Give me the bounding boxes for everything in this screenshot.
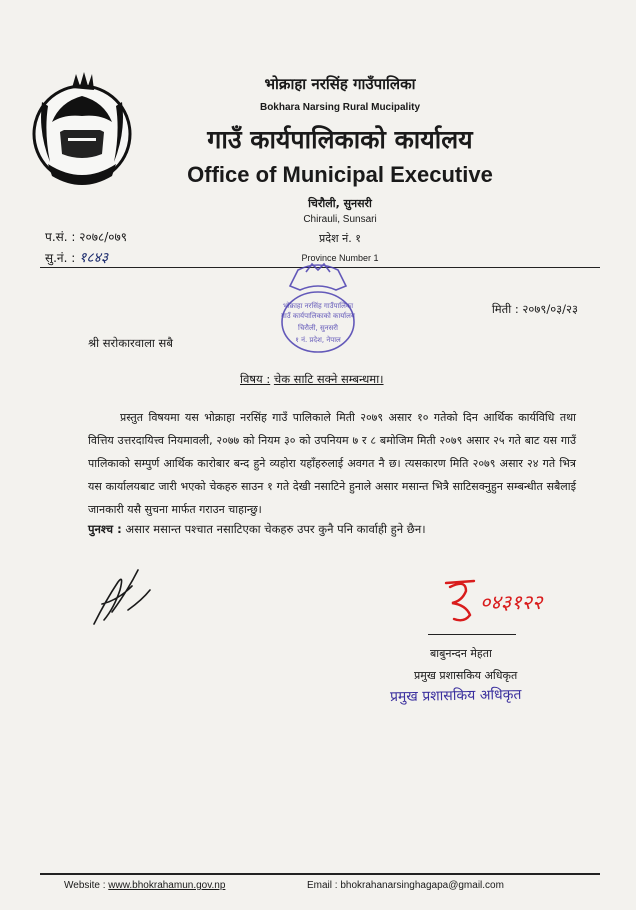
- municipality-name-en: Bokhara Narsing Rural Mucipality: [259, 102, 421, 113]
- chalani-number-label: सु.नं. :: [45, 251, 76, 265]
- postscript: [88, 522, 426, 537]
- patra-sankhya-value: २०७८/०७९: [79, 230, 127, 244]
- patra-sankhya: [45, 228, 127, 245]
- date-value: २०७९/०३/२३: [522, 302, 578, 316]
- footer-divider: [40, 873, 600, 875]
- signatory-name: बाबुनन्दन मेहता: [430, 647, 492, 660]
- location-np: चिरौली, सुनसरी: [308, 197, 372, 210]
- subject-line: [240, 372, 384, 387]
- nepal-emblem-icon: [30, 62, 135, 197]
- website-label: Website :: [64, 880, 106, 891]
- recipient: श्री सरोकारवाला सबै: [88, 336, 173, 350]
- email-label: Email :: [307, 880, 338, 891]
- handwritten-date: ०४३१२२: [480, 590, 543, 614]
- stamp-line-4: १ नं. प्रदेश, नेपाल: [295, 336, 341, 344]
- location-en: Chirauli, Sunsari: [303, 214, 377, 225]
- designation-stamp: प्रमुख प्रशासकिय अधिकृत: [389, 686, 522, 706]
- municipality-name-np: भोक्राहा नरसिंह गाउँपालिका: [264, 75, 416, 93]
- stamp-line-2: गाउँ कार्यपालिकाको कार्यालय: [281, 312, 355, 320]
- chalani-number-value: १८४३: [79, 250, 109, 266]
- letter-date: [492, 302, 578, 317]
- date-label: मिती :: [491, 302, 519, 316]
- handwritten-initial-signature: [88, 560, 158, 630]
- province-np: प्रदेश नं. १: [319, 232, 361, 245]
- website-link[interactable]: www.bhokrahamun.gov.np: [108, 880, 226, 891]
- stamp-line-1: भोक्राहा नरसिंह गाउँपालिका: [282, 302, 354, 310]
- signature-line: [428, 634, 516, 635]
- footer-email: [307, 880, 504, 891]
- postscript-label: पुनश्च :: [88, 522, 122, 536]
- postscript-text: असार मसान्त पश्चात नसाटिएका चेकहरु उपर कुनै पनि कार्वाही हुने छैन।: [125, 522, 426, 536]
- handwritten-signature-red: [440, 575, 590, 625]
- chalani-number: [45, 248, 108, 267]
- province-en: Province Number 1: [301, 253, 379, 263]
- footer-website: [64, 880, 225, 891]
- letter-body: प्रस्तुत विषयमा यस भोक्राहा नरसिंह गाउँ पालिकाले मिती २०७९ असार १० गतेको दिन आर्थिक कार्यविधि तथा वित्तिय उत्तरदायित्त्व नियमावली, २०७७ को नियम ३० को उपनियम ७ र ८ बमोजिम मिती २०७९ असार २५ गते बाट यस गाउँ पालिकाको सम्पुर्ण आर्थिक कारोबार बन्द हुने व्यहोरा यहाँहरुलाई अवगत नै छ। त्यसकारण मिति २०७९ असार २४ गते भित्र यस कार्यालयबाट जारी भएको चेकहरु साउन १ गते देखी नसाटिने हुनाले असार मसान्त भित्रै साटिसक्नुहुन सम्बन्धीत सबैलाई जानकारी यसै सुचना मार्फत गराउन चाहान्छु।: [88, 411, 576, 516]
- patra-sankhya-label: प.सं. :: [45, 230, 76, 244]
- stamp-line-3: चिरौली, सुनसरी: [298, 324, 338, 332]
- email-link[interactable]: bhokrahanarsinghagapa@gmail.com: [340, 880, 504, 891]
- signatory-title: प्रमुख प्रशासकिय अधिकृत: [414, 669, 518, 682]
- subject-text: चेक साटि सक्ने सम्बन्धमा।: [273, 372, 384, 386]
- subject-label: विषय :: [240, 372, 271, 386]
- office-title-en: Office of Municipal Executive: [187, 162, 493, 187]
- office-seal-stamp: [268, 256, 368, 368]
- office-title-np: गाउँ कार्यपालिकाको कार्यालय: [207, 125, 473, 154]
